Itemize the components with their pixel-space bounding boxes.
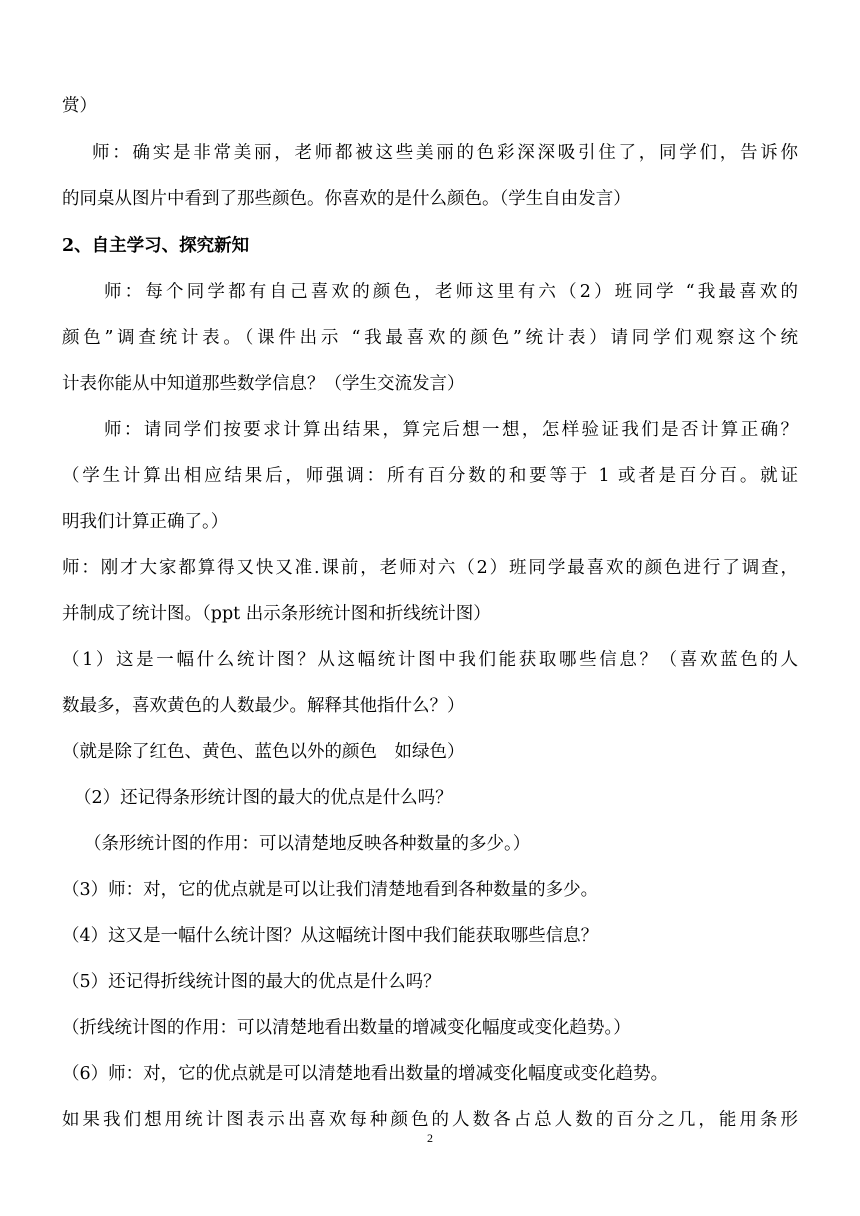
- text-line: 明我们计算正确了。）: [62, 512, 229, 532]
- text-line: 师：确实是非常美丽，老师都被这些美丽的色彩深深吸引住了，同学们，告诉你: [92, 143, 798, 163]
- text-line: 的同桌从图片中看到了那些颜色。你喜欢的是什么颜色。（学生自由发言）: [62, 189, 631, 209]
- text-line: 师：刚才大家都算得又快又准.课前，老师对六（2）班同学最喜欢的颜色进行了调查，: [62, 558, 798, 578]
- text-line: 师：每个同学都有自己喜欢的颜色，老师这里有六（2）班同学 “我最喜欢的: [104, 282, 798, 302]
- text-line: （2）还记得条形统计图的最大的优点是什么吗？: [74, 788, 453, 808]
- text-line: （折线统计图的作用：可以清楚地看出数量的增减变化幅度或变化趋势。）: [62, 1018, 631, 1038]
- text-line: （5）还记得折线统计图的最大的优点是什么吗？: [62, 972, 441, 992]
- text-line: 颜色”调查统计表。（课件出示 “我最喜欢的颜色”统计表）请同学们观察这个统: [62, 328, 798, 348]
- text-line: 计表你能从中知道那些数学信息？（学生交流发言）: [62, 374, 465, 394]
- text-line: 如果我们想用统计图表示出喜欢每种颜色的人数各占总人数的百分之几，能用条形: [62, 1110, 798, 1130]
- text-line: （学生计算出相应结果后，师强调：所有百分数的和要等于 1 或者是百分百。就证: [62, 466, 798, 486]
- text-line: （3）师：对，它的优点就是可以让我们清楚地看到各种数量的多少。: [62, 880, 599, 900]
- text-line: 师：请同学们按要求计算出结果，算完后想一想，怎样验证我们是否计算正确？: [104, 420, 798, 440]
- section-heading: 2、自主学习、探究新知: [62, 236, 250, 256]
- text-line: （6）师：对，它的优点就是可以清楚地看出数量的增减变化幅度或变化趋势。: [62, 1064, 669, 1084]
- text-line: （条形统计图的作用：可以清楚地反映各种数量的多少。）: [84, 834, 531, 854]
- text-line: 并制成了统计图。（ppt 出示条形统计图和折线统计图）: [62, 604, 491, 624]
- text-line: （4）这又是一幅什么统计图？从这幅统计图中我们能获取哪些信息？: [62, 926, 599, 946]
- text-line: （1）这是一幅什么统计图？从这幅统计图中我们能获取哪些信息？（喜欢蓝色的人: [62, 650, 798, 670]
- text-line: （就是除了红色、黄色、蓝色以外的颜色 如绿色）: [62, 742, 465, 762]
- page-number: 2: [427, 1131, 433, 1145]
- text-line: 赏）: [62, 96, 97, 116]
- text-line: 数最多，喜欢黄色的人数最少。解释其他指什么？）: [62, 696, 465, 716]
